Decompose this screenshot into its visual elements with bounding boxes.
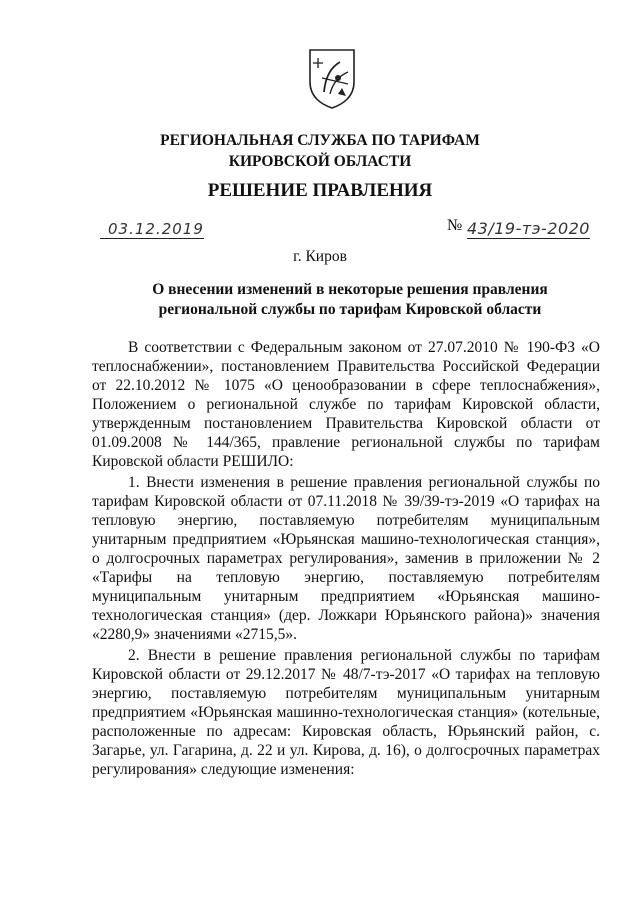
handwritten-number: 43/19-тэ-2020 xyxy=(467,219,590,238)
subject-line-1: О внесении изменений в некоторые решения правления xyxy=(152,281,548,298)
decision-subject xyxy=(100,280,600,320)
date-field xyxy=(100,218,204,239)
clause-1-paragraph: 1. Внести изменения в решение правления региональной службы по тарифам Кировской области от 07.11.2018 № 39/39-тэ-2019 «О тарифах на тепловую энергию, поставляемую потребителям муниципальным унитарным предприятием «Юрьянская машино-технологическая станция», о долгосрочных параметрах регулирования», заменив в приложении № 2 «Тарифы на тепловую энергию, поставляемую потребителям муниципальным унитарным предприятием «Юрьянская машино-технологическая станция» (дер. Ложкари Юрьянского района)» значения «2280,9» значениями «2715,5». xyxy=(92,474,600,643)
number-label: № xyxy=(447,217,463,234)
organization-name xyxy=(0,130,640,172)
coat-of-arms-icon xyxy=(306,48,358,110)
subject-line-2: региональной службы по тарифам Кировской области xyxy=(158,301,542,318)
number-field xyxy=(467,218,590,239)
org-line-1: РЕГИОНАЛЬНАЯ СЛУЖБА ПО ТАРИФАМ xyxy=(160,132,480,149)
decision-title: РЕШЕНИЕ ПРАВЛЕНИЯ xyxy=(207,180,433,201)
org-line-2: КИРОВСКОЙ ОБЛАСТИ xyxy=(228,153,412,170)
clause-2-paragraph: 2. Внести в решение правления региональной службы по тарифам Кировской области от 29.12.2017 № 48/7-тэ-2017 «О тарифах на тепловую энергию, поставляемую потребителям муниципальным унитарным предприятием «Юрьянская машинно-технологическая станция» (котельные, расположенные по адресам: Кировская область, Юрьянский район, с. Загарье, ул. Гагарина, д. 22 и ул. Кирова, д. 16), о долгосрочных параметрах регулирования» следующие изменения: xyxy=(92,647,600,778)
handwritten-date: 03.12.2019 xyxy=(108,220,204,238)
city: г. Киров xyxy=(293,248,347,265)
decision-body xyxy=(92,338,600,779)
preamble-paragraph: В соответствии с Федеральным законом от 27.07.2010 № 190-ФЗ «О теплоснабжении», постановлением Правительства Российской Федерации от 22.10.2012 № 1075 «О ценообразовании в сфере теплоснабжения», Положением о региональной службе по тарифам Кировской области, утвержденным постановлением Правительства Кировской области от 01.09.2008 № 144/365, правление региональной службы по тарифам Кировской области РЕШИЛО: xyxy=(92,339,600,470)
